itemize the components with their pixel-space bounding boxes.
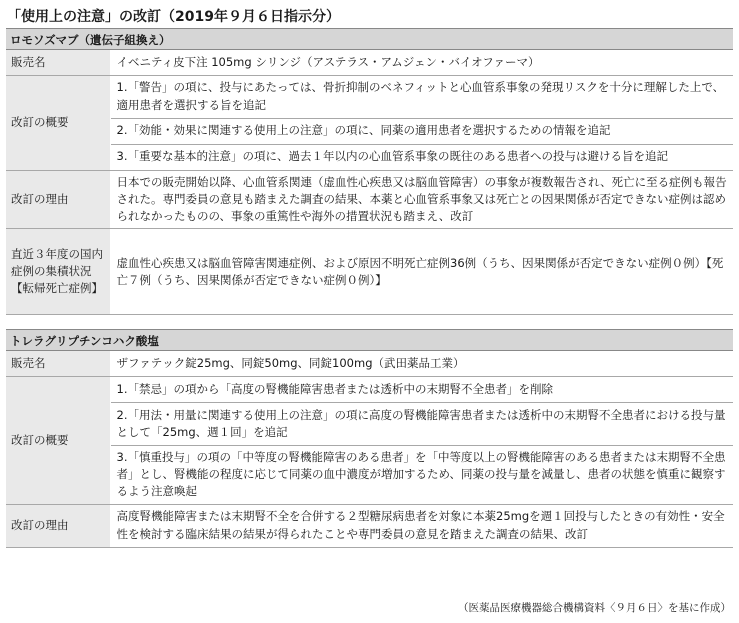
drug-header-trelagliptin: トレラグリプチンコハク酸塩 [6,329,733,351]
summary-item: 1.「禁忌」の項から「高度の腎機能障害患者または透析中の末期腎不全患者」を削除 [110,376,733,402]
row-label: 直近３年度の国内症例の集積状況【転帰死亡症例】 [6,229,110,315]
summary-item: 3.「慎重投与」の項の「中等度の腎機能障害のある患者」を「中等度以上の腎機能障害のある患者または末期腎不全患者」とし、腎機能の程度に応じて同薬の血中濃度が増加するため、同薬の投与量を減量し、患者の状態を慎重に観察するよう注意喚起 [110,445,733,504]
row-label: 改訂の概要 [6,376,110,504]
table-row [6,445,733,504]
revision-table-trelagliptin [6,351,733,547]
page-title: 「使用上の注意」の改訂（2019年９月６日指示分） [7,9,340,25]
summary-item: 2.「用法・用量に関連する使用上の注意」の項に高度の腎機能障害患者または透析中の末期腎不全患者における投与量として「25mg、週１回」を追記 [110,402,733,445]
table-row [6,402,733,445]
row-label: 改訂の概要 [6,75,110,170]
revision-table-romosozumab [6,50,733,315]
row-label: 販売名 [6,50,110,75]
table-row [6,50,733,75]
reason-value: 高度腎機能障害または末期腎不全を合併する２型糖尿病患者を対象に本薬25mgを週１回投与したときの有効性・安全性を検討する臨床結果の結果が得られたことや専門委員の意見を踏まえた調査の結果、改訂 [110,504,733,547]
drug-header-romosozumab: ロモソズマブ（遺伝子組換え） [6,28,733,50]
table-row [6,144,733,170]
section-gap [6,315,733,329]
source-note: （医薬品医療機器総合機構資料〈９月６日〉を基に作成） [458,602,731,615]
reason-value: 日本での販売開始以降、心血管系関連（虚血性心疾患又は脳血管障害）の事象が複数報告され、死亡に至る症例も報告された。専門委員の意見も踏まえた調査の結果、本薬と心血管系事象又は死亡との因果関係が否定できない症例は認められなかったものの、事象の重篤性や海外の措置状況も踏まえ、改訂 [110,170,733,229]
summary-item: 1.「警告」の項に、投与にあたっては、骨折抑制のベネフィットと心血管系事象の発現リスクを十分に理解した上で、適用患者を選択する旨を追記 [110,75,733,118]
row-label: 改訂の理由 [6,170,110,229]
table-row [6,351,733,376]
summary-item: 3.「重要な基本的注意」の項に、過去１年以内の心血管系事象の既往のある患者への投与は避ける旨を追記 [110,144,733,170]
row-label: 販売名 [6,351,110,376]
table-row [6,229,733,315]
sales-name-value: イベニティ皮下注 105mg シリンジ（アステラス・アムジェン・バイオファーマ） [110,50,733,75]
sales-name-value: ザファテック錠25mg、同錠50mg、同錠100mg（武田薬品工業） [110,351,733,376]
table-row [6,170,733,229]
table-row [6,376,733,402]
cases-value: 虚血性心疾患又は脳血管障害関連症例、および原因不明死亡症例36例（うち、因果関係が否定できない症例０例）【死亡７例（うち、因果関係が否定できない症例０例）】 [110,229,733,315]
table-row [6,118,733,144]
summary-item: 2.「効能・効果に関連する使用上の注意」の項に、同薬の適用患者を選択するための情報を追記 [110,118,733,144]
row-label: 改訂の理由 [6,504,110,547]
table-row [6,504,733,547]
table-row [6,75,733,118]
